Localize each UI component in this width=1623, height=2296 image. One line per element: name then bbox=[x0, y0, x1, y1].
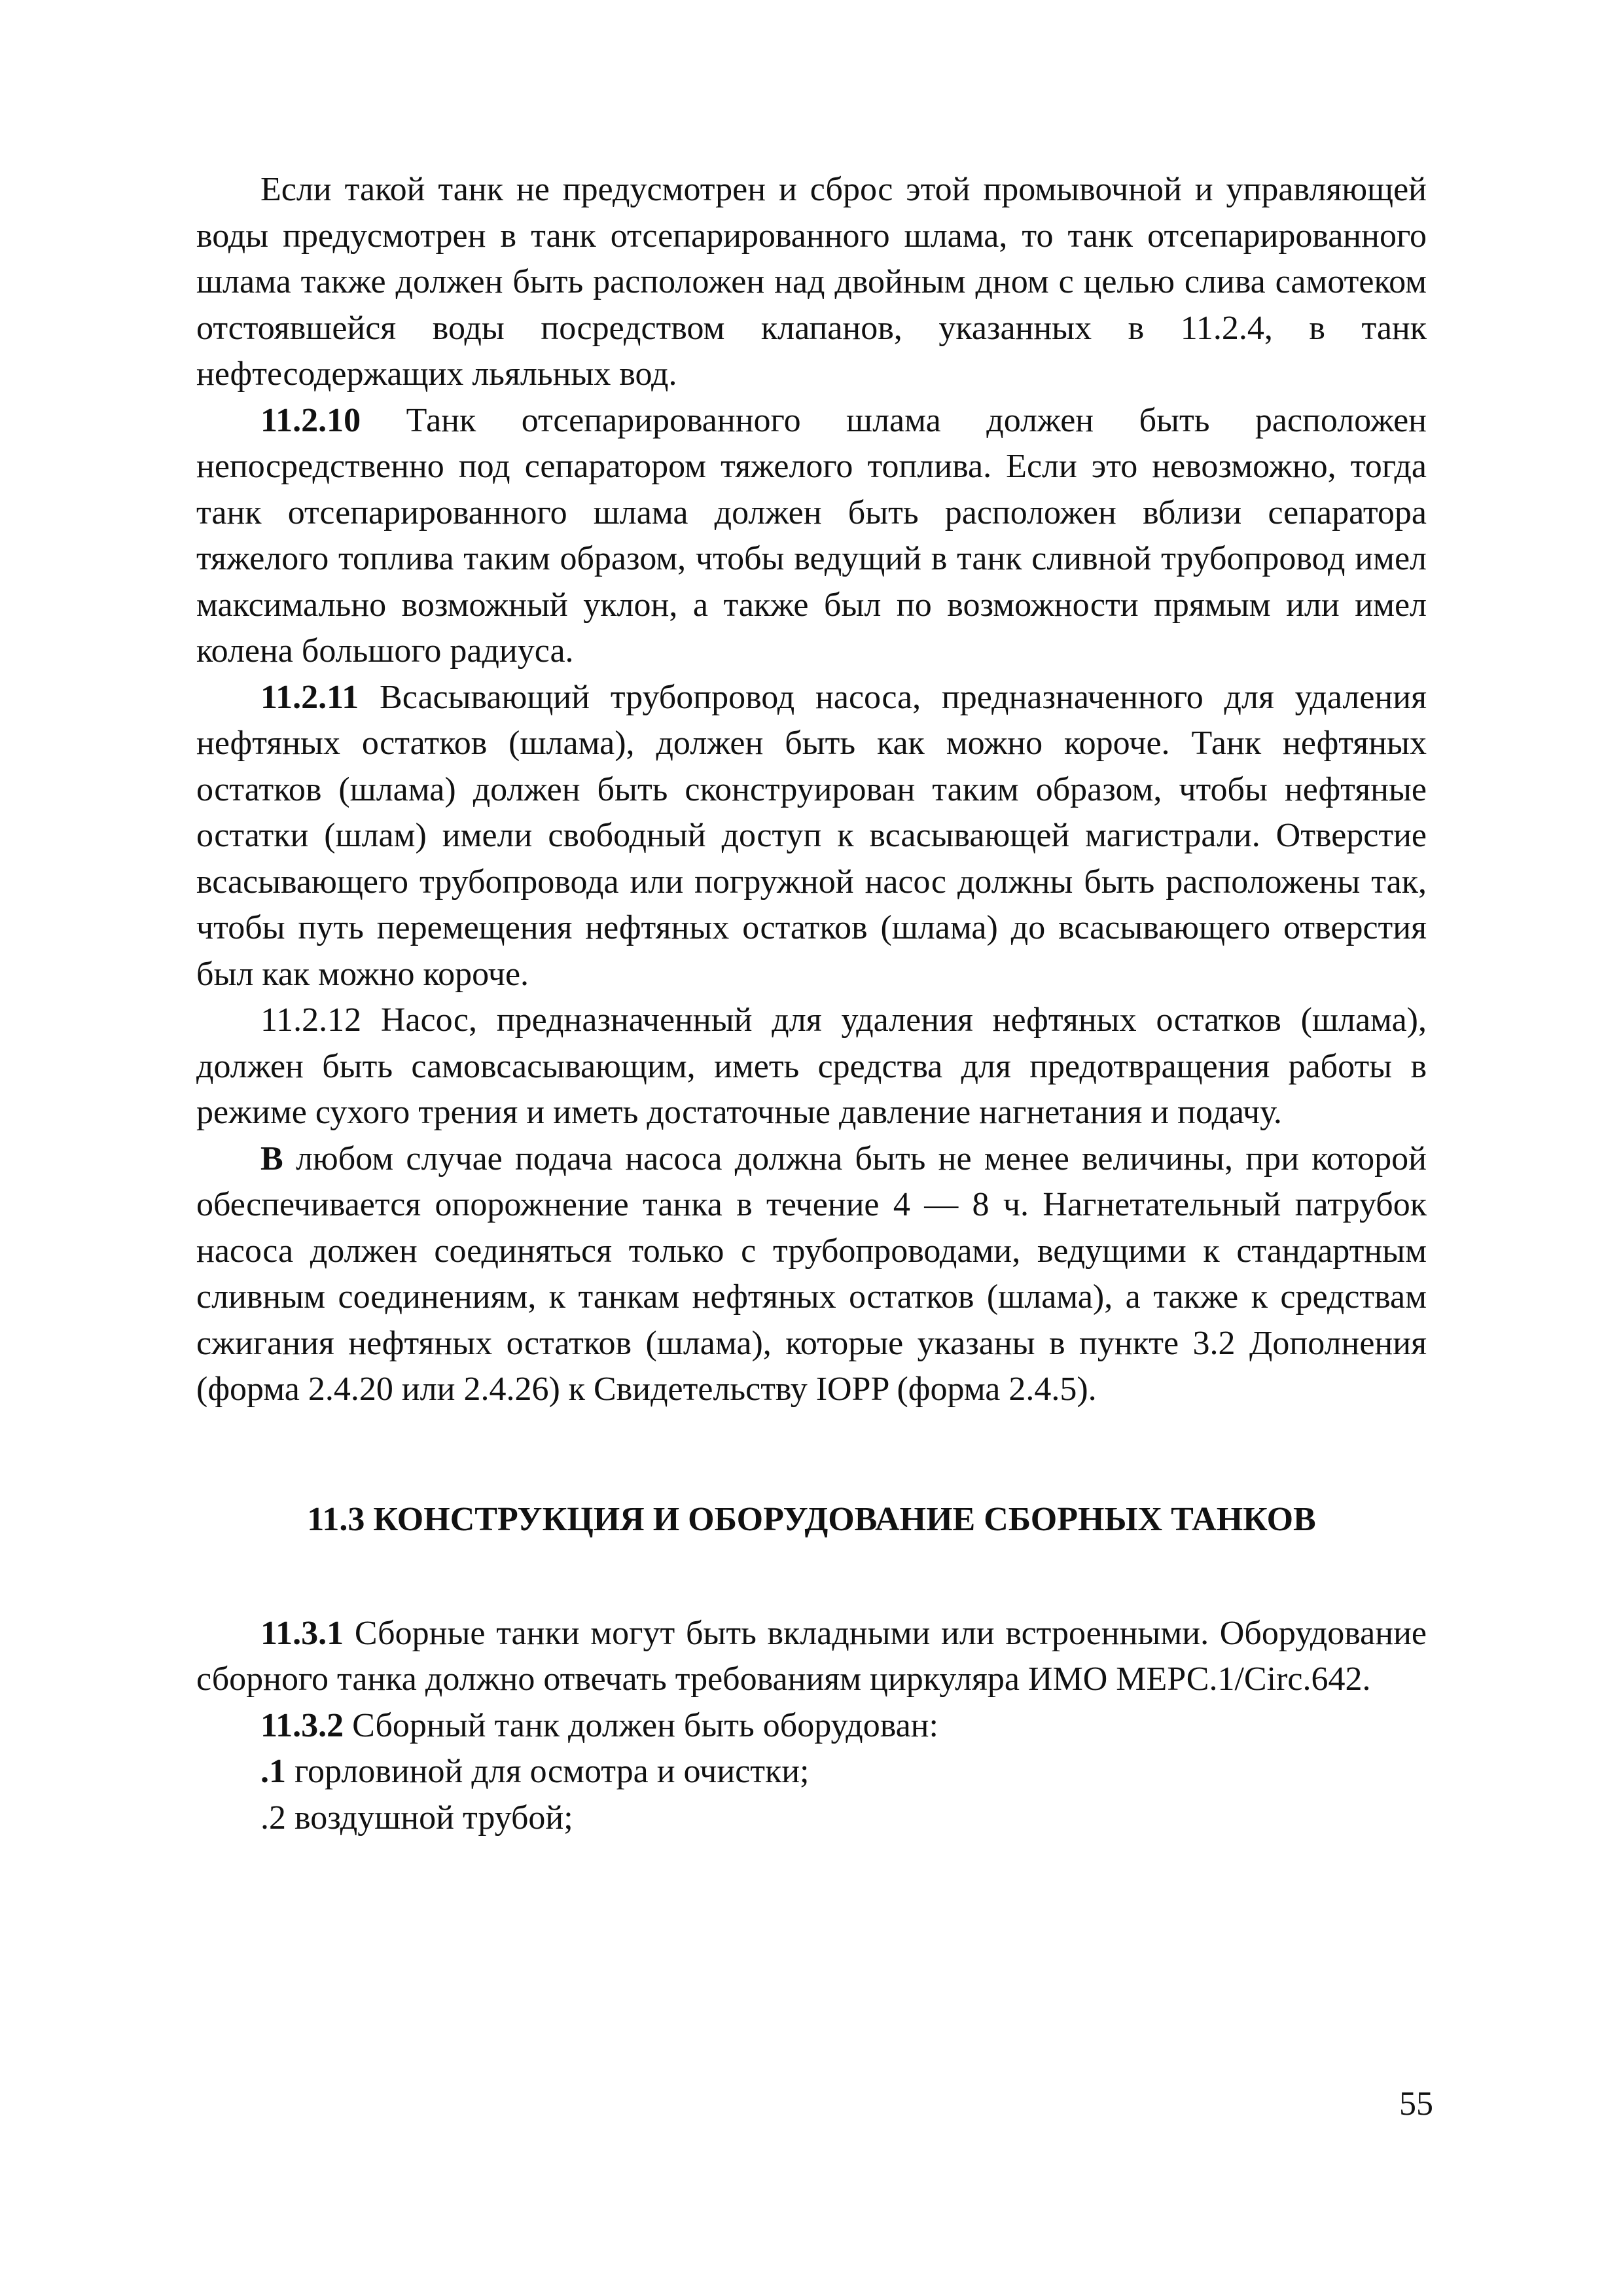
list-item-number: .2 bbox=[260, 1799, 286, 1837]
clause-number: 11.2.10 bbox=[260, 401, 361, 439]
clause-number: 11.3.2 bbox=[260, 1706, 344, 1744]
paragraph-text: Танк отсепарированного шлама должен быть расположен непосредственно под сепаратором тяжелого топлива. Если это невозможно, тогда танк отсепарированного шлама должен быть расположен вблизи сепаратора тяжелого топлива таким образом, чтобы ведущий в танк сливной трубопровод имел максимально возможный уклон, а также был по возможности прямым или имел колена большого радиуса. bbox=[196, 401, 1427, 670]
paragraph-text: Насос, предназначенный для удаления нефтяных остатков (шлама), должен быть самовсасывающим, иметь средства для предотвращения работы в режиме сухого трения и иметь достаточные давление нагнетания и подачу. bbox=[196, 1001, 1427, 1131]
list-item-2 bbox=[196, 1795, 1427, 1842]
list-item-text: горловиной для осмотра и очистки; bbox=[286, 1753, 810, 1790]
paragraph-text: Сборный танк должен быть оборудован: bbox=[344, 1706, 938, 1744]
paragraph-text: Если такой танк не предусмотрен и сброс этой промывочной и управляющей воды предусмотрен в танк отсепарированного шлама, то танк отсепарированного шлама также должен быть расположен над двойным дном с целью слива самотеком отстоявшейся воды посредством клапанов, указанных в 11.2.4, в танк нефтесодержащих льяльных вод. bbox=[196, 171, 1427, 393]
paragraph-lead-letter: В bbox=[260, 1139, 283, 1177]
clause-number: 11.3.1 bbox=[260, 1614, 344, 1652]
paragraph-11-3-2 bbox=[196, 1703, 1427, 1749]
section-heading-11-3: 11.3 КОНСТРУКЦИЯ И ОБОРУДОВАНИЕ СБОРНЫХ ТАНКОВ bbox=[307, 1500, 1316, 1538]
document-page bbox=[196, 167, 1427, 1841]
paragraph-text: любом случае подача насоса должна быть не менее величины, при которой обеспечивается опорожнение танка в течение 4 — 8 ч. Нагнетательный патрубок насоса должен соединяться только с трубопроводами, ведущими к стандартным сливным соединениям, к танкам нефтяных остатков (шлама), а также к средствам сжигания нефтяных остатков (шлама), которые указаны в пункте 3.2 Дополнения (форма 2.4.20 или 2.4.26) к Свидетельству IOPP (форма 2.4.5). bbox=[196, 1139, 1427, 1408]
page-number: 55 bbox=[1399, 2085, 1433, 2123]
list-item-number: .1 bbox=[260, 1753, 286, 1790]
paragraph-text: Всасывающий трубопровод насоса, предназначенного для удаления нефтяных остатков (шлама), должен быть как можно короче. Танк нефтяных остатков (шлама) должен быть сконструирован таким образом, чтобы нефтяные остатки (шлам) имели свободный доступ к всасывающей магистрали. Отверстие всасывающего трубопровода или погружной насос должны быть расположены так, чтобы путь перемещения нефтяных остатков (шлама) до всасывающего отверстия был как можно короче. bbox=[196, 678, 1427, 993]
paragraph-pump-capacity bbox=[196, 1136, 1427, 1413]
list-item-1 bbox=[196, 1749, 1427, 1795]
paragraph-tank-drain bbox=[196, 167, 1427, 398]
clause-number: 11.2.12 bbox=[260, 1001, 362, 1039]
paragraph-11-2-11 bbox=[196, 675, 1427, 998]
paragraph-11-2-12 bbox=[196, 997, 1427, 1136]
paragraph-text: Сборные танки могут быть вкладными или встроенными. Оборудование сборного танка должно отвечать требованиям циркуляра ИМО МЕРС.1/Circ.642. bbox=[196, 1614, 1427, 1698]
paragraph-11-2-10 bbox=[196, 398, 1427, 675]
list-item-text: воздушной трубой; bbox=[286, 1799, 573, 1837]
paragraph-11-3-1 bbox=[196, 1611, 1427, 1703]
clause-number: 11.2.11 bbox=[260, 678, 359, 716]
